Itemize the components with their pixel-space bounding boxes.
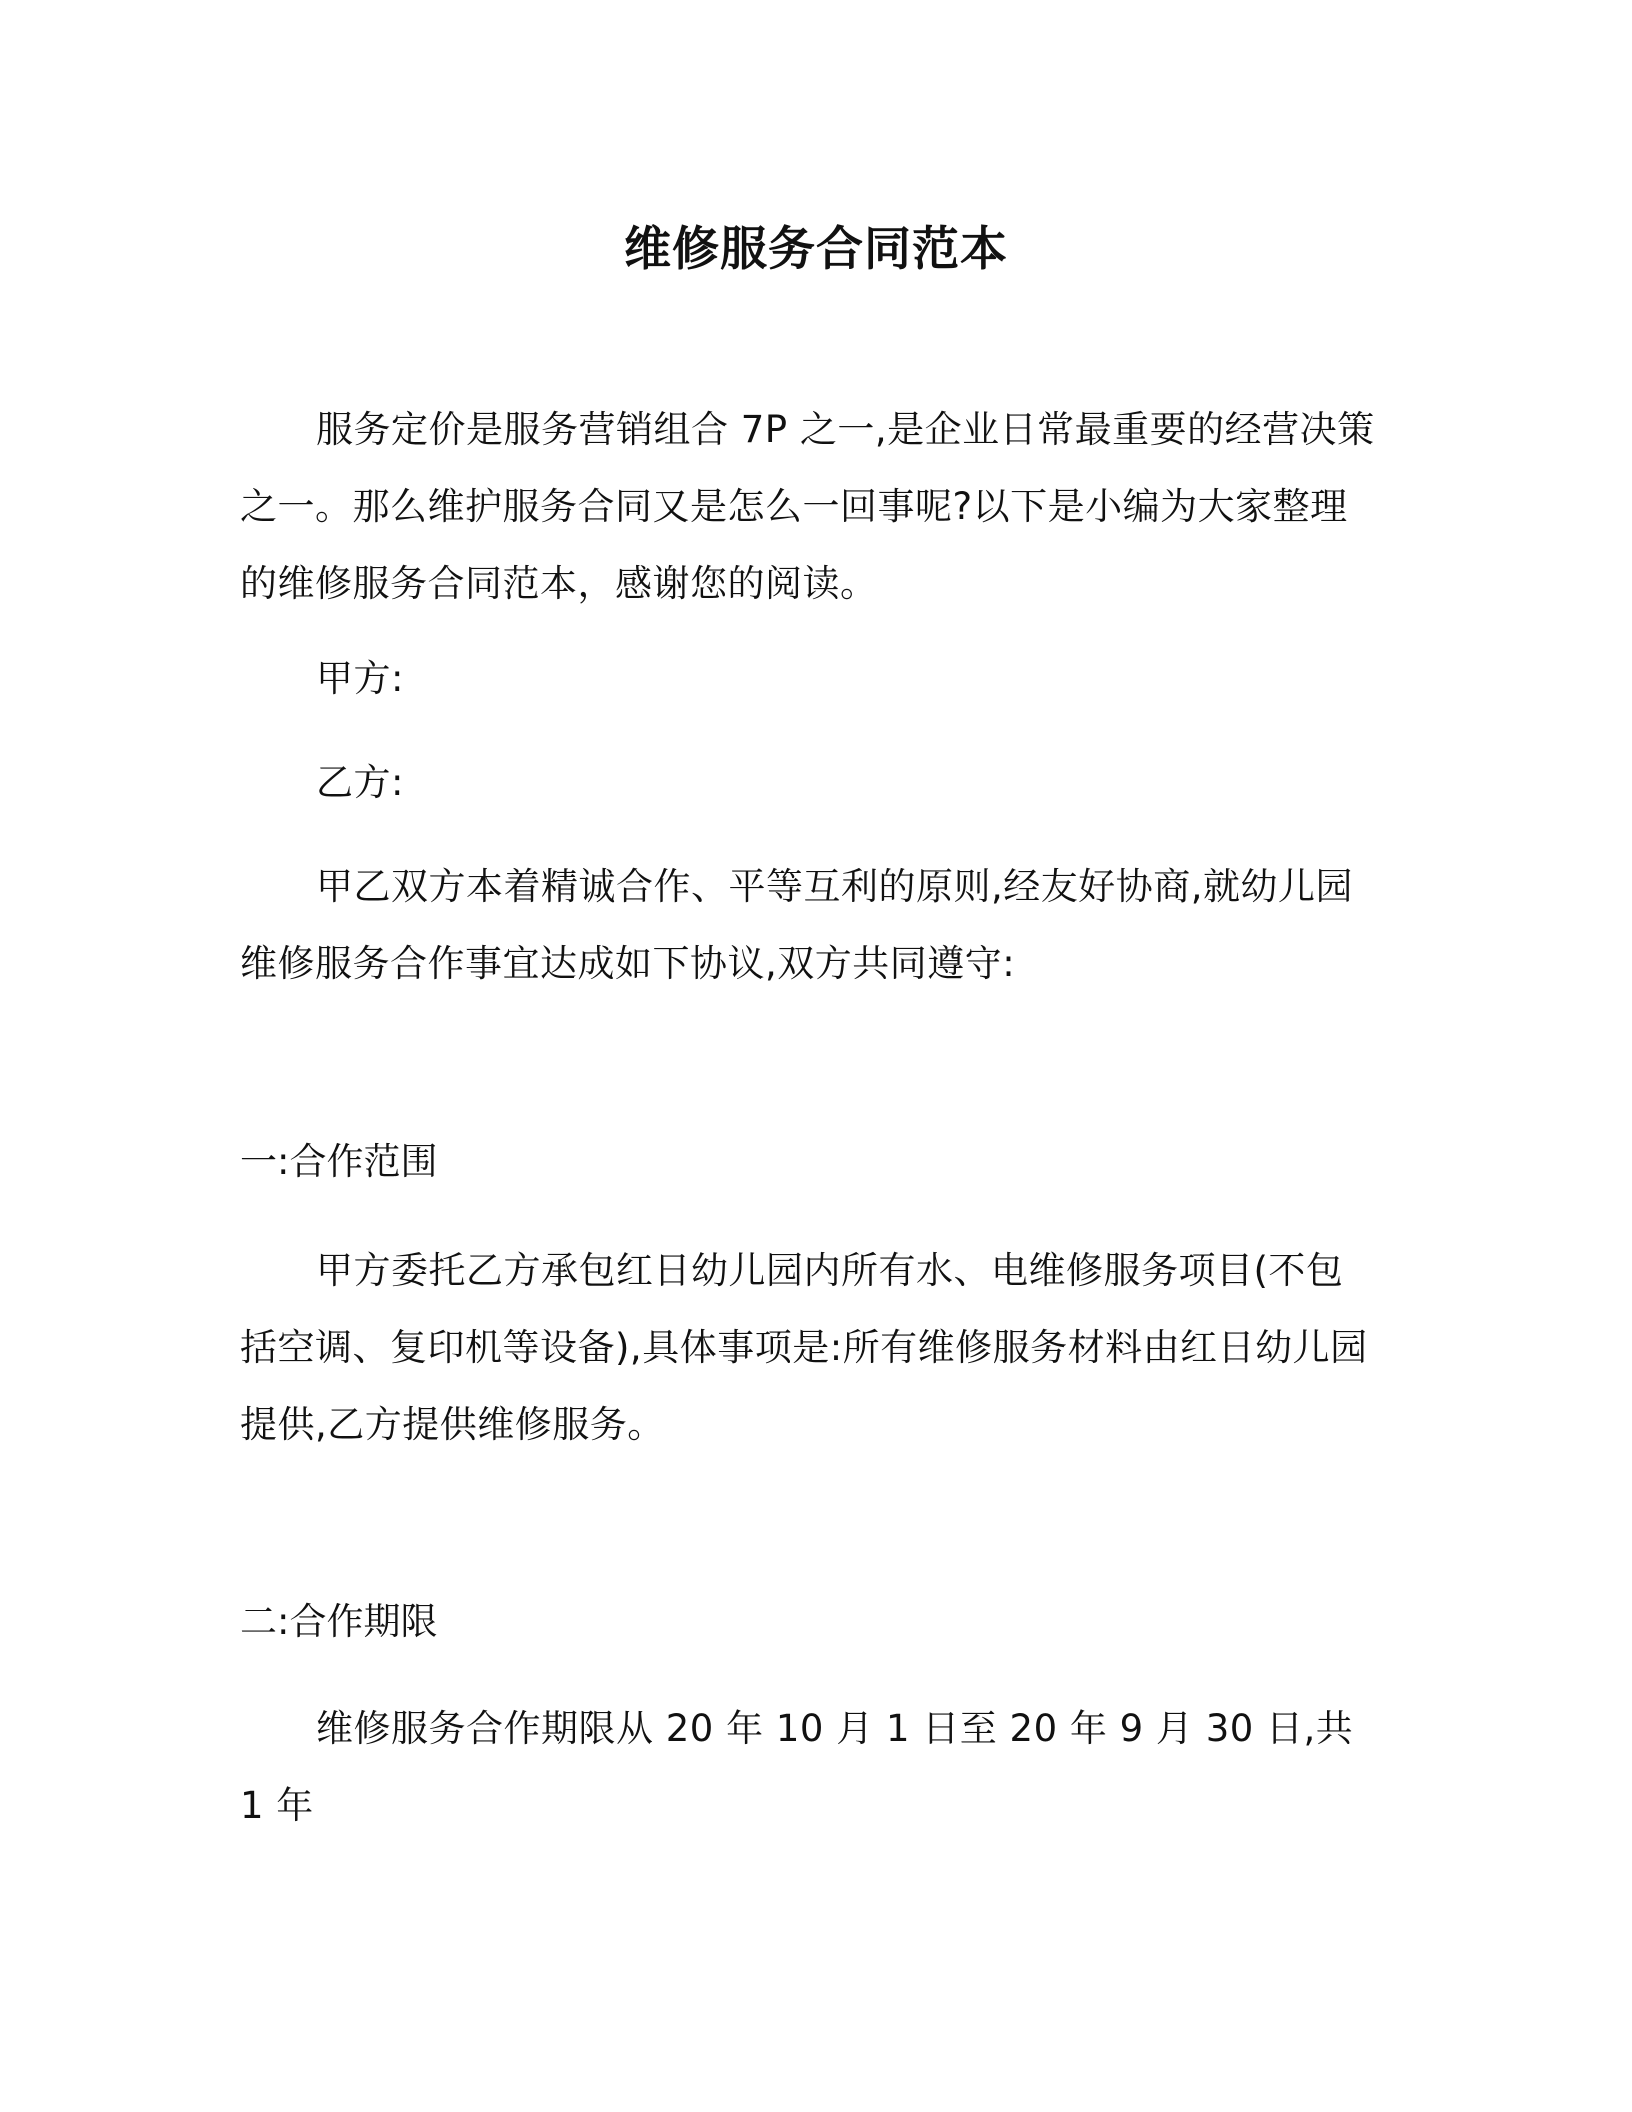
- party-a-label: 甲方:: [316, 657, 404, 700]
- intro-paragraph: 服务定价是服务营销组合 7P 之一,是企业日常最重要的经营决策之一。那么维护服务合同又是怎么一回事呢?以下是小编为大家整理的维修服务合同范本，感谢您的阅读。: [240, 408, 1375, 605]
- section-1-heading: 一:合作范围: [240, 1140, 438, 1183]
- section-2-heading: 二:合作期限: [240, 1600, 438, 1643]
- section-2-body: 维修服务合作期限从 20 年 10 月 1 日至 20 年 9 月 30 日,共 1 年: [240, 1707, 1354, 1827]
- document-title: 维修服务合同范本: [624, 222, 1008, 277]
- party-b-label: 乙方:: [316, 761, 404, 804]
- preamble-paragraph: 甲乙双方本着精诚合作、平等互利的原则,经友好协商,就幼儿园维修服务合作事宜达成如下协议,双方共同遵守:: [240, 865, 1354, 985]
- section-1-body: 甲方委托乙方承包红日幼儿园内所有水、电维修服务项目(不包括空调、复印机等设备),具体事项是:所有维修服务材料由红日幼儿园提供,乙方提供维修服务。: [240, 1249, 1368, 1446]
